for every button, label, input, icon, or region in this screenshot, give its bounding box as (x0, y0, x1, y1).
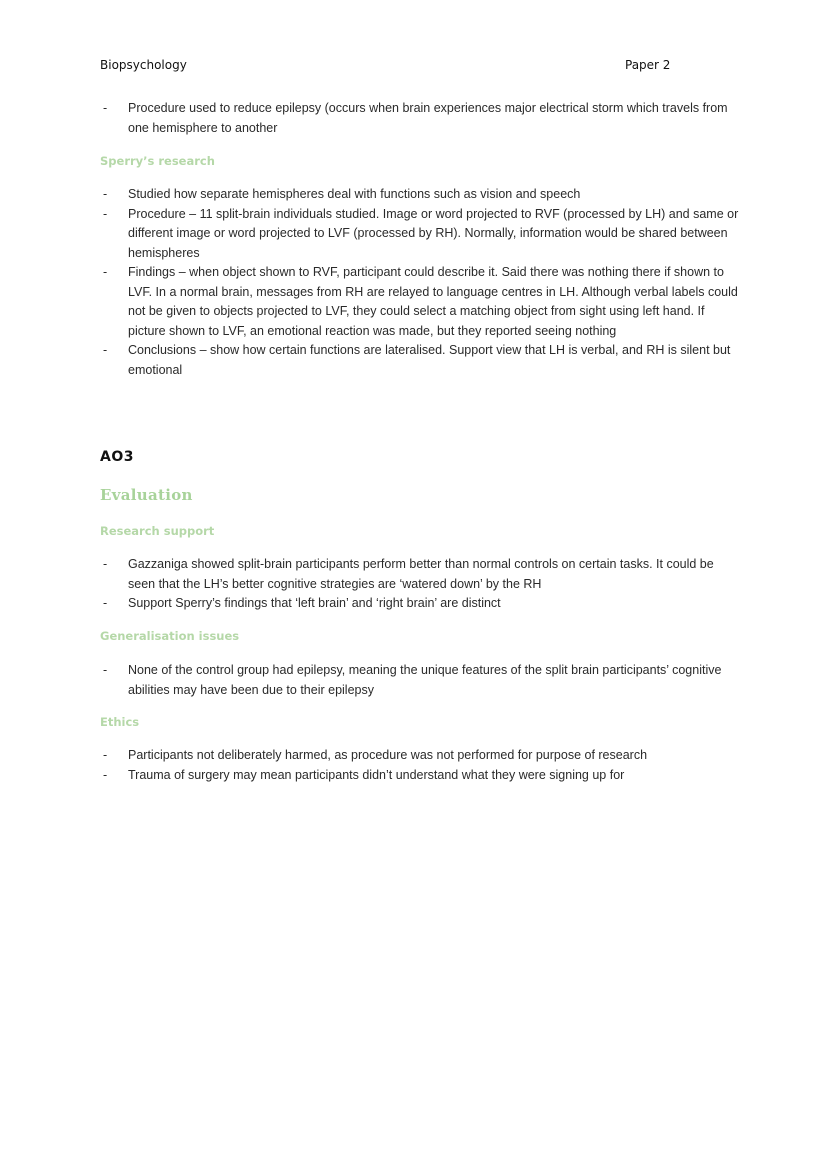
sperry-list (100, 185, 740, 380)
header-paper: Paper 2 (625, 58, 671, 72)
evaluation-heading: Evaluation (100, 486, 193, 504)
list-item-text: Support Sperry’s findings that ‘left brain’ and ‘right brain’ are distinct (128, 596, 501, 610)
list-item (100, 185, 740, 205)
generalisation-list (100, 661, 740, 700)
list-item-text: Procedure used to reduce epilepsy (occurs when brain experiences major electrical storm which travels from one hemisphere to another (128, 101, 728, 135)
list-item (100, 746, 740, 766)
list-item (100, 263, 740, 341)
bullet-dash: - (103, 101, 108, 115)
list-item (100, 205, 740, 264)
bullet-dash: - (103, 206, 108, 221)
generalisation-heading: Generalisation issues (100, 629, 240, 643)
list-item (100, 594, 740, 614)
bullet-dash: - (103, 265, 108, 279)
list-item-text: Studied how separate hemispheres deal with functions such as vision and speech (128, 187, 581, 201)
research-support-list (100, 555, 740, 614)
list-item-text: Findings – when object shown to RVF, participant could describe it. Said there was nothing there if shown to LVF. In a normal brain, messages from RH are relayed to language centres in LH. Although verbal labels could not be given to objects projected to LVF, they could select a matching object from sight using left hand. If picture shown to LVF, an emotional reaction was made, but they reported seeing nothing (128, 265, 738, 338)
list-item-text: Procedure – 11 split-brain individuals studied. Image or word projected to RVF (processed by LH) and same or different image or word projected to LVF (processed by RH). Normally, information would be shared between hemispheres (128, 206, 739, 260)
ethics-heading: Ethics (100, 715, 140, 729)
list-item-text: Conclusions – show how certain functions are lateralised. Support view that LH is verbal, and RH is silent but emotional (128, 343, 731, 377)
list-item-text: None of the control group had epilepsy, meaning the unique features of the split brain participants’ cognitive abilities may have been due to their epilepsy (128, 663, 722, 697)
research-support-heading: Research support (100, 524, 215, 538)
list-item (100, 341, 740, 380)
list-item-text: Participants not deliberately harmed, as procedure was not performed for purpose of research (128, 748, 648, 762)
bullet-dash: - (103, 187, 108, 201)
ethics-list (100, 746, 740, 785)
list-item (100, 661, 740, 700)
list-item (100, 766, 740, 786)
bullet-dash: - (103, 767, 108, 782)
bullet-dash: - (103, 748, 108, 762)
bullet-dash: - (103, 557, 108, 571)
list-item-text: Gazzaniga showed split-brain participants perform better than normal controls on certain tasks. It could be seen that the LH’s better cognitive strategies are ‘watered down’ by the RH (128, 557, 714, 591)
list-item (100, 99, 740, 138)
bullet-dash: - (103, 596, 108, 610)
bullet-dash: - (103, 663, 108, 677)
list-item (100, 555, 740, 594)
list-item-text: Trauma of surgery may mean participants didn’t understand what they were signing up for (128, 767, 625, 782)
ao3-heading: AO3 (100, 449, 134, 465)
intro-list (100, 99, 740, 138)
sperry-heading: Sperry’s research (100, 154, 215, 168)
bullet-dash: - (103, 343, 108, 357)
header-subject: Biopsychology (100, 58, 187, 72)
